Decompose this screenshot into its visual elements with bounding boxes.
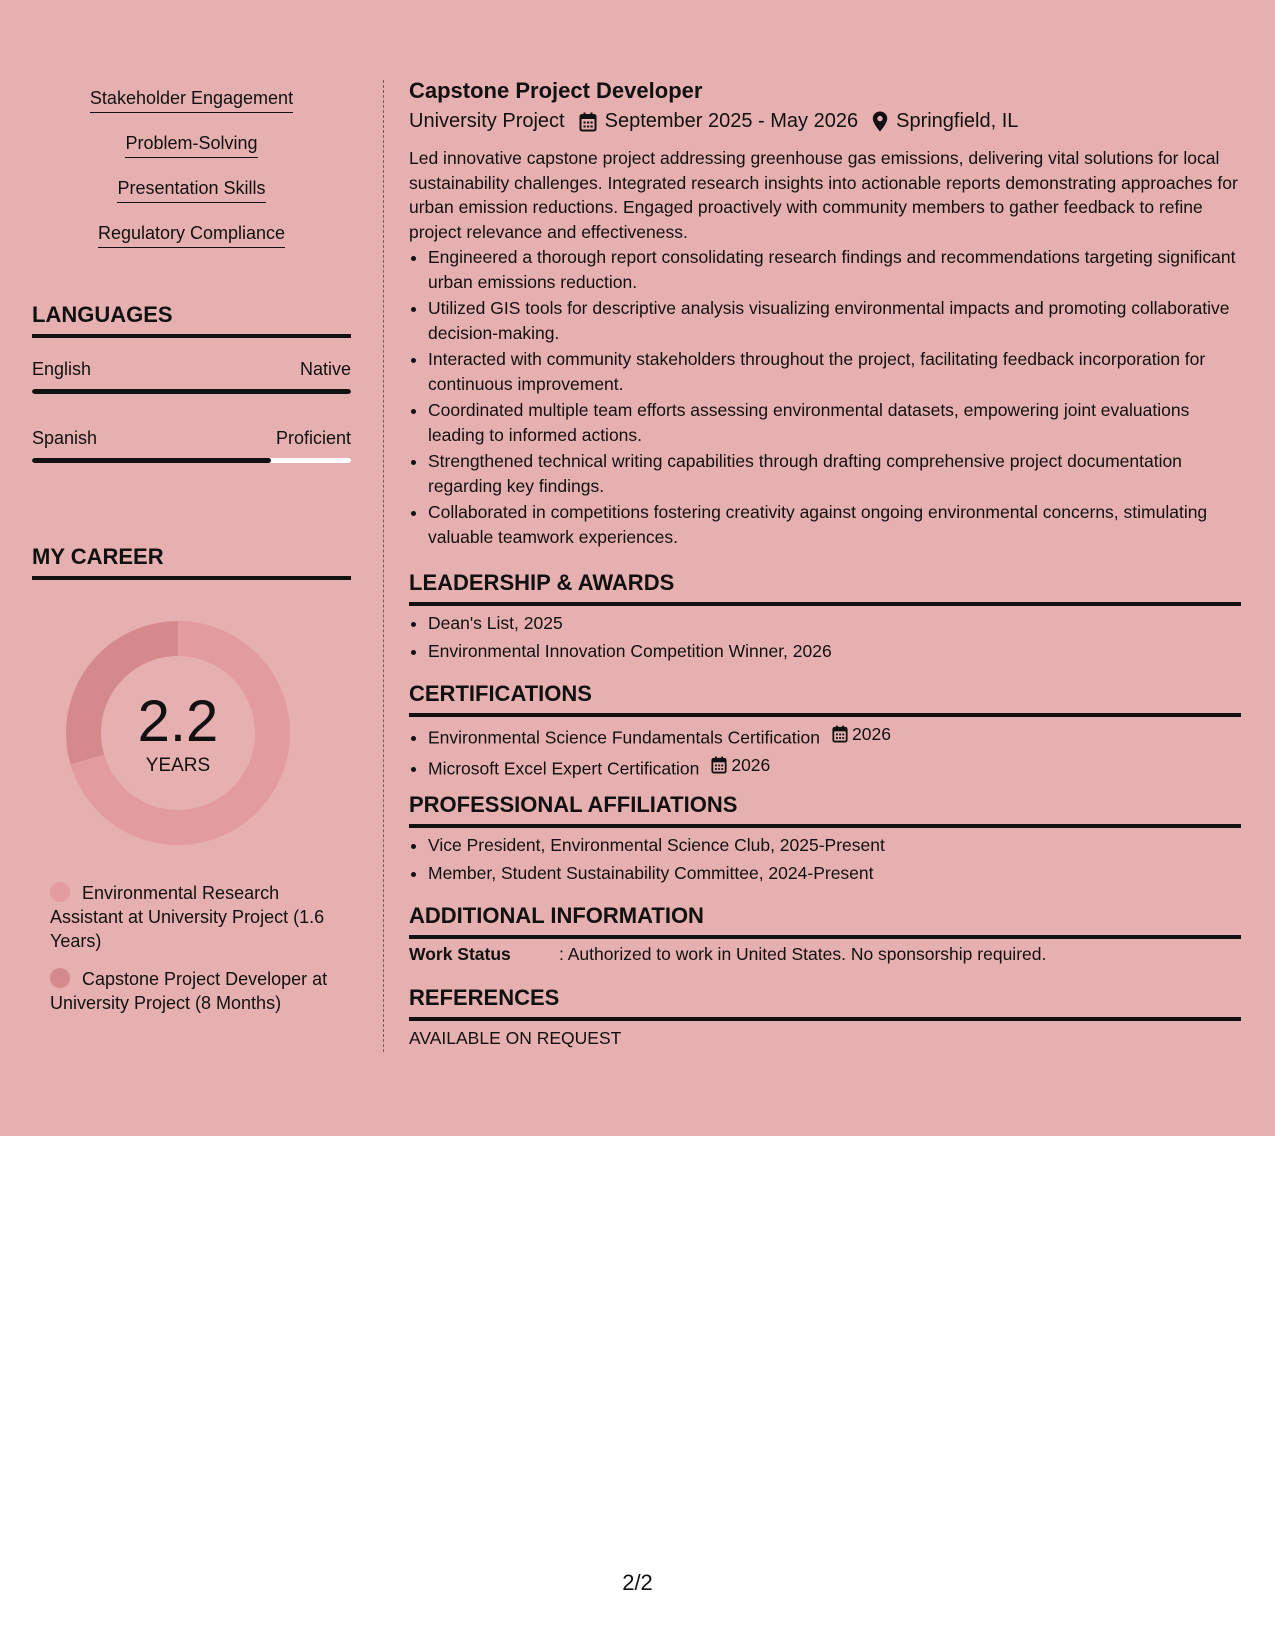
career-heading: MY CAREER: [32, 544, 351, 580]
references-text: AVAILABLE ON REQUEST: [409, 1028, 622, 1048]
language-name: English: [32, 359, 92, 379]
page-number: 2/2: [622, 1570, 653, 1595]
calendar-icon: [711, 756, 727, 774]
language-bar: [32, 458, 351, 463]
skill-label: Stakeholder Engagement: [90, 88, 293, 113]
certification-item: [428, 722, 1241, 750]
work-status-value: : Authorized to work in United States. No sponsorship required.: [559, 944, 1047, 964]
certifications-list: [409, 722, 1241, 781]
job-bullet: • Utilized GIS tools for descriptive analysis visualizing environmental impacts and promoting collaborative decision-making.: [428, 296, 1241, 345]
skill-label: Regulatory Compliance: [98, 223, 285, 248]
skill-label: Problem-Solving: [125, 133, 257, 158]
skill-item: [32, 133, 351, 158]
affiliation-item: • Vice President, Environmental Science Club, 2025-Present: [428, 833, 1241, 858]
skill-item: [32, 88, 351, 113]
legend-dot: [50, 882, 70, 902]
certification-item: [428, 753, 1241, 781]
skill-label: Presentation Skills: [117, 178, 265, 203]
location-pin-icon: [872, 111, 888, 132]
certifications-heading: CERTIFICATIONS: [409, 681, 1241, 717]
job-bullet-list: [409, 245, 1241, 549]
career-donut-chart: [66, 621, 290, 845]
references-heading: REFERENCES: [409, 985, 1241, 1021]
certification-year: 2026: [852, 724, 891, 744]
job-dates: September 2025 - May 2026: [604, 110, 859, 132]
career-total-years: 2.2: [137, 689, 219, 754]
career-legend-item: [50, 881, 340, 953]
work-status: [409, 944, 1046, 965]
languages-heading: LANGUAGES: [32, 302, 351, 338]
career-years-unit: YEARS: [145, 755, 211, 776]
legend-dot: [50, 968, 70, 988]
award-item: • Dean's List, 2025: [428, 611, 1241, 636]
job-bullet: • Coordinated multiple team efforts assessing environmental datasets, empowering joint evaluations leading to informed actions.: [428, 398, 1241, 447]
awards-heading: LEADERSHIP & AWARDS: [409, 570, 1241, 606]
language-bar: [32, 389, 351, 394]
language-name: Spanish: [32, 428, 98, 448]
job-bullet: • Collaborated in competitions fostering creativity against ongoing environmental concerns, stimulating valuable teamwork experiences.: [428, 500, 1241, 549]
certification-date: [832, 722, 891, 747]
certification-date: [711, 753, 770, 778]
job-summary: Led innovative capstone project addressing greenhouse gas emissions, delivering vital solutions for local sustainability challenges. Integrated research insights into actionable reports demonstrating approaches for urban emission reductions. Engaged proactively with community members to gather feedback to refine project relevance and effectiveness.: [409, 148, 1238, 242]
career-legend-item: [50, 967, 340, 1015]
work-status-label: Work Status: [409, 944, 511, 964]
job-location: Springfield, IL: [896, 110, 1019, 132]
language-level: Proficient: [275, 428, 351, 448]
calendar-icon: [832, 725, 848, 743]
language-bar-fill: [32, 458, 271, 463]
affiliation-item: • Member, Student Sustainability Committee, 2024-Present: [428, 861, 1241, 886]
language-bar-fill: [32, 389, 351, 394]
awards-list: [409, 611, 1241, 663]
language-level: Native: [299, 359, 351, 379]
affiliations-heading: PROFESSIONAL AFFILIATIONS: [409, 792, 1241, 828]
column-divider: [383, 80, 384, 1052]
language-row: [32, 428, 351, 449]
job-bullet: • Interacted with community stakeholders throughout the project, facilitating feedback incorporation for continuous improvement.: [428, 347, 1241, 396]
job-meta: [409, 110, 1018, 133]
certification-year: 2026: [731, 754, 771, 775]
skill-item: [32, 223, 351, 248]
certification-name: Environmental Science Fundamentals Certification: [428, 727, 820, 748]
job-title: Capstone Project Developer: [409, 78, 703, 103]
career-legend-label: Capstone Project Developer at University Project (8 Months): [50, 969, 328, 1013]
additional-info-heading: ADDITIONAL INFORMATION: [409, 903, 1241, 939]
affiliations-list: [409, 833, 1241, 885]
skill-item: [32, 178, 351, 203]
calendar-icon: [579, 112, 597, 132]
award-item: • Environmental Innovation Competition Winner, 2026: [428, 639, 1241, 664]
job-bullet: • Strengthened technical writing capabilities through drafting comprehensive project documentation regarding key findings.: [428, 449, 1241, 498]
language-row: [32, 359, 351, 380]
job-company: University Project: [409, 110, 565, 132]
certification-name: Microsoft Excel Expert Certification: [428, 758, 700, 778]
job-bullet: • Engineered a thorough report consolidating research findings and recommendations targeting significant urban emissions reduction.: [428, 245, 1241, 294]
career-legend-label: Environmental Research Assistant at University Project (1.6 Years): [50, 883, 325, 951]
